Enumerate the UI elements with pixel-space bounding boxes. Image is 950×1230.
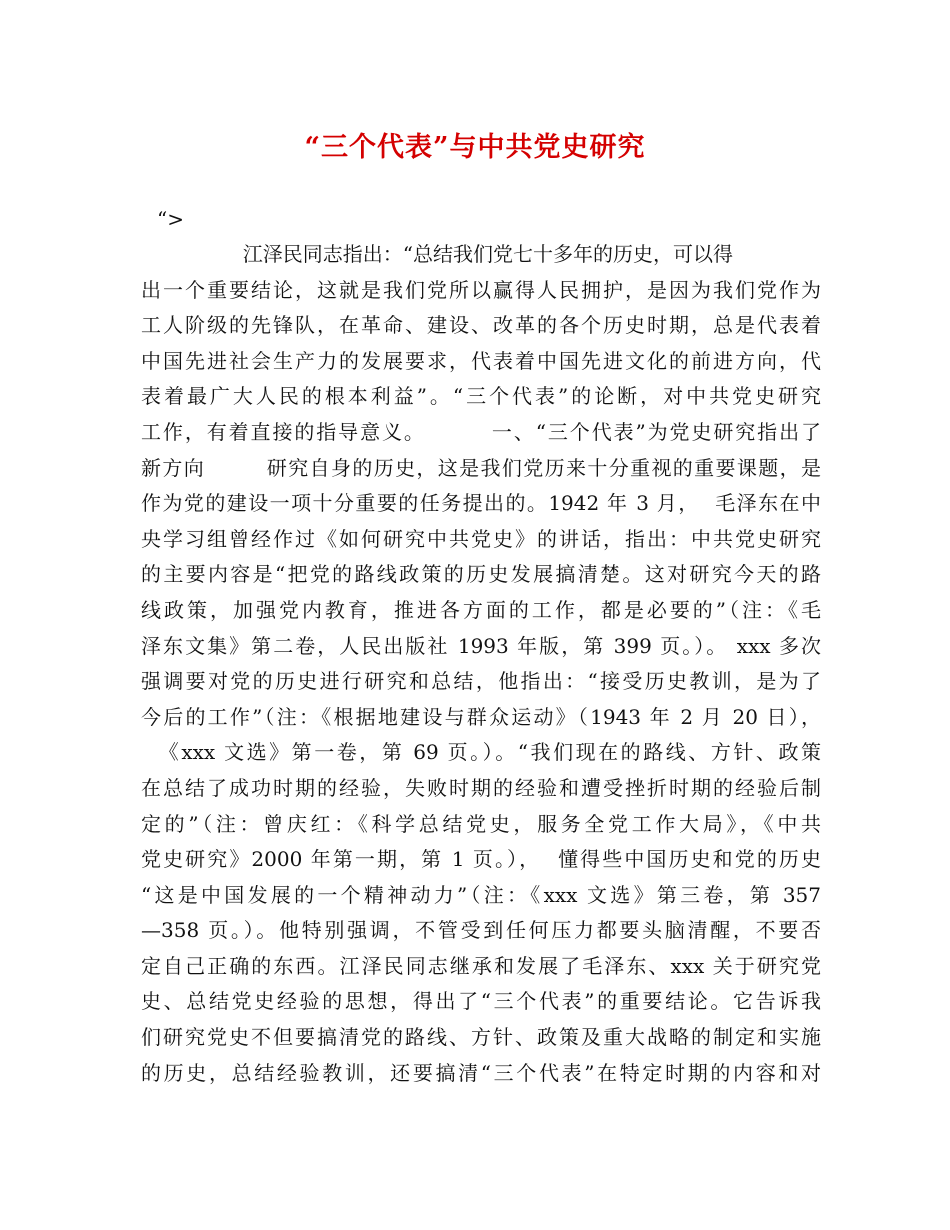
paragraph-line: —358 页。）。他特别强调，不管受到任何压力都要头脑清醒，不要否 [141,918,821,943]
paragraph-line: 定自己正确的东西。江泽民同志继承和发展了毛泽东、xxx 关于研究党 [141,953,821,978]
paragraph-line: 工人阶级的先锋队，在革命、建设、改革的各个历史时期，总是代表着 [141,313,821,338]
paragraph-line: 央学习组曾经作过《如何研究中共党史》的讲话，指出：中共党史研究 [141,526,821,551]
source-mark: “> [157,207,184,231]
paragraph-line: 史、总结党史经验的思想，得出了“三个代表”的重要结论。它告诉我 [141,989,821,1014]
paragraph-line: 泽东文集》第二卷，人民出版社 1993 年版，第 399 页。）。 xxx 多次 [141,633,821,658]
paragraph-line: 中国先进社会生产力的发展要求，代表着中国先进文化的前进方向，代 [141,348,821,373]
paragraph-line: 的历史，总结经验教训，还要搞清“三个代表”在特定时期的内容和对 [141,1060,821,1085]
paragraph-line: “这是中国发展的一个精神动力”（注：《xxx 文选》第三卷，第 357 [141,882,821,907]
paragraph-line: 线政策，加强党内教育，推进各方面的工作，都是必要的”（注：《毛 [141,597,821,622]
paragraph-line: 们研究党史不但要搞清党的路线、方针、政策及重大战略的制定和实施 [141,1025,821,1050]
paragraph-line: 表着最广大人民的根本利益”。“三个代表”的论断，对中共党史研究 [141,384,821,409]
paragraph-line: 江泽民同志指出：“总结我们党七十多年的历史，可以得 [141,242,733,266]
paragraph-line: 出一个重要结论，这就是我们党所以赢得人民拥护，是因为我们党作为 [141,277,821,302]
paragraph-line: 《xxx 文选》第一卷，第 69 页。）。“我们现在的路线、方针、政策 [141,740,821,765]
paragraph-line: 的主要内容是“把党的路线政策的历史发展搞清楚。这对研究今天的路 [141,562,821,587]
paragraph-line: 工作，有着直接的指导意义。 一、“三个代表”为党史研究指出了 [141,419,821,444]
paragraph-line: 新方向 研究自身的历史，这是我们党历来十分重视的重要课题，是 [141,455,821,480]
paragraph-line: 党史研究》2000 年第一期，第 1 页。）， 懂得些中国历史和党的历史 [141,847,821,872]
paragraph-line: 在总结了成功时期的经验，失败时期的经验和遭受挫折时期的经验后制 [141,775,821,800]
paragraph-line: 作为党的建设一项十分重要的任务提出的。1942 年 3 月， 毛泽东在中 [141,491,821,516]
document-title: “三个代表”与中共党史研究 [304,132,646,163]
document-body [141,237,821,1091]
paragraph-line: 强调要对党的历史进行研究和总结，他指出：“接受历史教训，是为了 [141,669,821,694]
paragraph-line: 定的”（注：曾庆红：《科学总结党史，服务全党工作大局》，《中共 [141,811,821,836]
paragraph-line: 今后的工作”（注：《根据地建设与群众运动》（1943 年 2 月 20 日）， [141,704,821,729]
